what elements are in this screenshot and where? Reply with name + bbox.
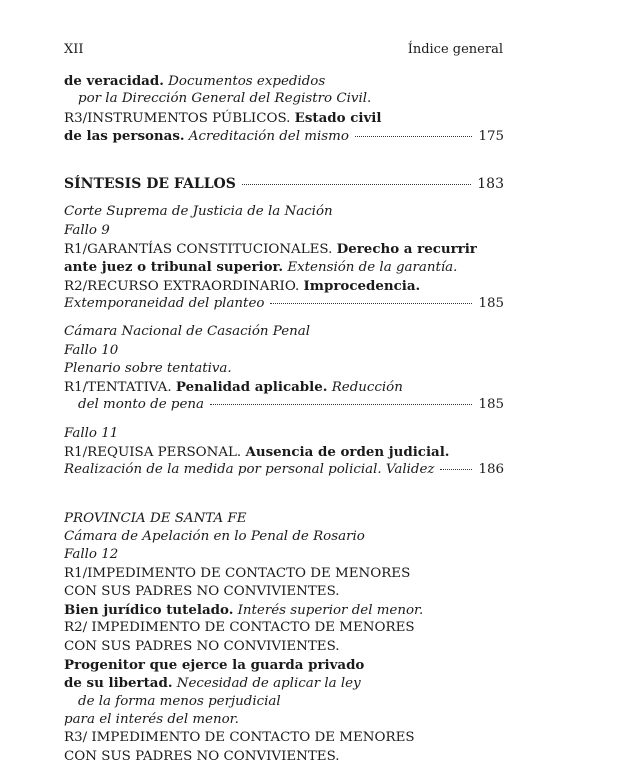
- page-number: XII: [64, 42, 84, 57]
- toc-entry: [64, 295, 504, 313]
- page-ref: 186: [478, 462, 504, 478]
- entry-italic: Acreditación del mismo: [188, 128, 349, 144]
- court-name: Corte Suprema de Justicia de la Nación: [64, 204, 333, 220]
- index-line: [64, 443, 504, 461]
- entry-bold: Estado civil: [294, 109, 382, 126]
- index-content: [64, 72, 504, 766]
- page-header: [64, 42, 503, 60]
- index-line: [64, 674, 504, 692]
- index-line: de la forma menos perjudicial: [78, 693, 281, 709]
- entry-italic: Realización de la medida por personal policial. Validez: [64, 462, 435, 478]
- page-ref: 185: [478, 295, 504, 311]
- index-line: CON SUS PADRES NO CONVIVIENTES.: [64, 748, 340, 764]
- fallo-number: Fallo 12: [64, 547, 119, 563]
- section-heading: [64, 175, 504, 193]
- entry-heading: R1/TENTATIVA.: [64, 380, 172, 396]
- fallo-number: Fallo 11: [64, 425, 119, 441]
- court-name: Cámara de Apelación en lo Penal de Rosario: [64, 528, 365, 544]
- plenario: Plenario sobre tentativa.: [64, 360, 232, 376]
- index-line: CON SUS PADRES NO CONVIVIENTES.: [64, 583, 340, 599]
- index-line: R2/ IMPEDIMENTO DE CONTACTO DE MENORES: [64, 620, 415, 636]
- entry-bold: ante juez o tribunal superior.: [64, 259, 284, 276]
- index-line: [64, 109, 504, 127]
- entry-italic: Extemporaneidad del planteo: [64, 295, 265, 311]
- fallo-number: Fallo 9: [64, 222, 110, 238]
- entry-bold: Penalidad aplicable.: [175, 379, 328, 396]
- entry-bold: Ausencia de orden judicial.: [245, 444, 450, 461]
- fallo-number: Fallo 10: [64, 342, 119, 358]
- entry-heading: R3/INSTRUMENTOS PÚBLICOS.: [64, 110, 291, 126]
- entry-bold: Improcedencia.: [303, 277, 421, 294]
- page-ref: 185: [478, 397, 504, 413]
- dot-leader: [355, 136, 473, 137]
- toc-entry: [64, 396, 504, 414]
- entry-heading: R2/RECURSO EXTRAORDINARIO.: [64, 278, 300, 294]
- entry-heading: R1/GARANTÍAS CONSTITUCIONALES.: [64, 242, 333, 258]
- entry-italic: Necesidad de aplicar la ley: [176, 676, 361, 692]
- index-line: [64, 378, 504, 396]
- dot-leader: [270, 303, 472, 304]
- dot-leader: [242, 184, 471, 185]
- entry-italic: Reducción: [331, 380, 403, 396]
- index-line: R1/IMPEDIMENTO DE CONTACTO DE MENORES: [64, 565, 411, 581]
- entry-italic: Extensión de la garantía.: [287, 260, 458, 276]
- entry-heading: R1/REQUISA PERSONAL.: [64, 445, 242, 461]
- index-line: [64, 601, 504, 619]
- index-line: R3/ IMPEDIMENTO DE CONTACTO DE MENORES: [64, 730, 415, 746]
- index-line: [64, 72, 504, 90]
- index-line: [64, 240, 504, 258]
- index-line: por la Dirección General del Registro Civil.: [78, 91, 372, 107]
- page-ref: 183: [477, 176, 504, 193]
- entry-bold: de veracidad.: [64, 73, 164, 89]
- running-title: Índice general: [407, 42, 503, 57]
- entry-italic: Interés superior del menor.: [237, 603, 424, 619]
- toc-entry: [64, 127, 504, 145]
- entry-bold: de las personas.: [64, 127, 185, 144]
- court-name: Cámara Nacional de Casación Penal: [64, 324, 311, 340]
- section-title: SÍNTESIS DE FALLOS: [64, 176, 236, 193]
- entry-italic: Documentos expedidos: [168, 74, 326, 89]
- index-line: Progenitor que ejerce la guarda privado: [64, 657, 365, 674]
- dot-leader: [440, 469, 472, 470]
- index-line: para el interés del menor.: [64, 711, 239, 727]
- index-line: [64, 258, 504, 276]
- index-line: [64, 277, 504, 295]
- entry-bold: Bien jurídico tutelado.: [64, 602, 234, 619]
- dot-leader: [210, 404, 472, 405]
- toc-entry: [64, 461, 504, 479]
- entry-bold: Derecho a recurrir: [336, 241, 477, 258]
- entry-italic: del monto de pena: [78, 397, 204, 413]
- page-ref: 175: [478, 128, 504, 144]
- index-line: CON SUS PADRES NO CONVIVIENTES.: [64, 638, 340, 654]
- entry-bold: de su libertad.: [64, 675, 173, 692]
- province-name: PROVINCIA DE SANTA FE: [64, 510, 247, 526]
